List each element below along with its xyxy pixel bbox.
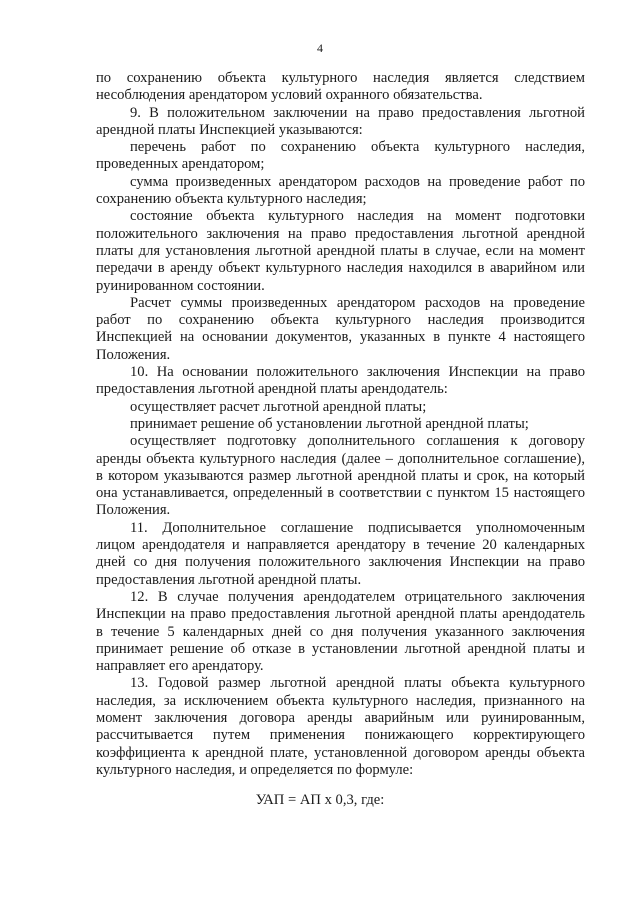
text-line: по сохранению объекта культурного наследия является следствием xyxy=(96,70,585,86)
formula: УАП = АП x 0,3, где: xyxy=(255,792,385,808)
paragraph xyxy=(96,416,585,433)
paragraph xyxy=(96,139,585,174)
paragraph xyxy=(96,105,585,140)
text-line: состояние объекта культурного наследия на момент подготовки xyxy=(130,208,585,225)
text-line: она устанавливается, определенный в соответствии с пунктом 15 настоящего xyxy=(96,485,585,502)
text-line: предоставления льготной арендной платы арендодатель: xyxy=(96,381,448,398)
text-line: 9. В положительном заключении на право предоставления льготной xyxy=(130,104,585,121)
paragraph xyxy=(96,174,585,209)
paragraph xyxy=(96,520,585,589)
text-line: осуществляет расчет льготной арендной платы; xyxy=(130,398,427,415)
text-line: 10. На основании положительного заключения Инспекции на право xyxy=(130,364,585,381)
body-text xyxy=(96,70,585,779)
text-line: наследия, за исключением объекта культурного наследия, признанного на xyxy=(96,692,585,709)
paragraph xyxy=(96,70,585,105)
paragraph xyxy=(96,208,585,294)
paragraph xyxy=(96,675,585,779)
text-line: момент заключения договора аренды аварийным или руинированным, xyxy=(96,709,585,726)
text-line: проведенных арендатором; xyxy=(96,156,265,173)
paragraph xyxy=(96,589,585,675)
text-line: осуществляет подготовку дополнительного соглашения к договору xyxy=(130,433,585,450)
text-line: Расчет суммы произведенных арендатором расходов на проведение xyxy=(130,294,585,311)
paragraph xyxy=(96,364,585,399)
paragraph xyxy=(96,433,585,519)
text-line: передачи в аренду объект культурного наследия находился в аварийном или xyxy=(96,260,585,277)
text-line: коэффициента к арендной плате, установленной договором аренды объекта xyxy=(96,744,585,761)
text-line: 13. Годовой размер льготной арендной платы объекта культурного xyxy=(130,675,585,692)
text-line: направляет его арендатору. xyxy=(96,658,264,675)
text-line: лицом арендодателя и направляется арендатору в течение 20 календарных xyxy=(96,537,585,554)
text-line: перечень работ по сохранению объекта культурного наследия, xyxy=(130,139,585,156)
text-line: Положения. xyxy=(96,346,171,363)
paragraph xyxy=(96,399,585,416)
text-line: дней со дня получения положительного заключения Инспекции на право xyxy=(96,554,585,571)
text-line: Инспекцией на основании документов, указанных в пункте 4 настоящего xyxy=(96,329,585,346)
paragraph xyxy=(96,295,585,364)
text-line: рассчитывается путем применения понижающего корректирующего xyxy=(96,727,585,744)
text-line: сохранению объекта культурного наследия; xyxy=(96,191,367,208)
text-line: 12. В случае получения арендодателем отрицательного заключения xyxy=(130,588,585,605)
text-line: несоблюдения арендатором условий охранного обязательства. xyxy=(96,87,483,104)
text-line: Инспекции на право предоставления льготной арендной платы арендодатель xyxy=(96,606,585,623)
page-number: 4 xyxy=(317,41,323,55)
text-line: положительного заключения на право предоставления льготной арендной xyxy=(96,225,585,242)
text-line: аренды объекта культурного наследия (далее – дополнительное соглашение), xyxy=(96,450,585,467)
text-line: в котором указываются размер льготной арендной платы и срок, на который xyxy=(96,467,585,484)
text-line: предоставления льготной арендной платы. xyxy=(96,571,362,588)
text-line: арендной платы Инспекцией указываются: xyxy=(96,121,363,138)
text-line: работ по сохранению объекта культурного наследия производится xyxy=(96,312,585,329)
text-line: 11. Дополнительное соглашение подписывается уполномоченным xyxy=(130,519,585,536)
text-line: в течение 5 календарных дней со дня получения указанного заключения xyxy=(96,623,585,640)
text-line: руинированном состоянии. xyxy=(96,277,265,294)
text-line: сумма произведенных арендатором расходов на проведение работ по xyxy=(130,173,585,190)
text-line: принимает решение об установлении льготной арендной платы; xyxy=(130,415,529,432)
text-line: платы для установления льготной арендной платы в случае, если на момент xyxy=(96,242,585,259)
text-line: принимает решение об отказе в установлении льготной арендной платы и xyxy=(96,640,585,657)
text-line: Положения. xyxy=(96,502,171,519)
text-line: культурного наследия, и определяется по формуле: xyxy=(96,761,414,778)
